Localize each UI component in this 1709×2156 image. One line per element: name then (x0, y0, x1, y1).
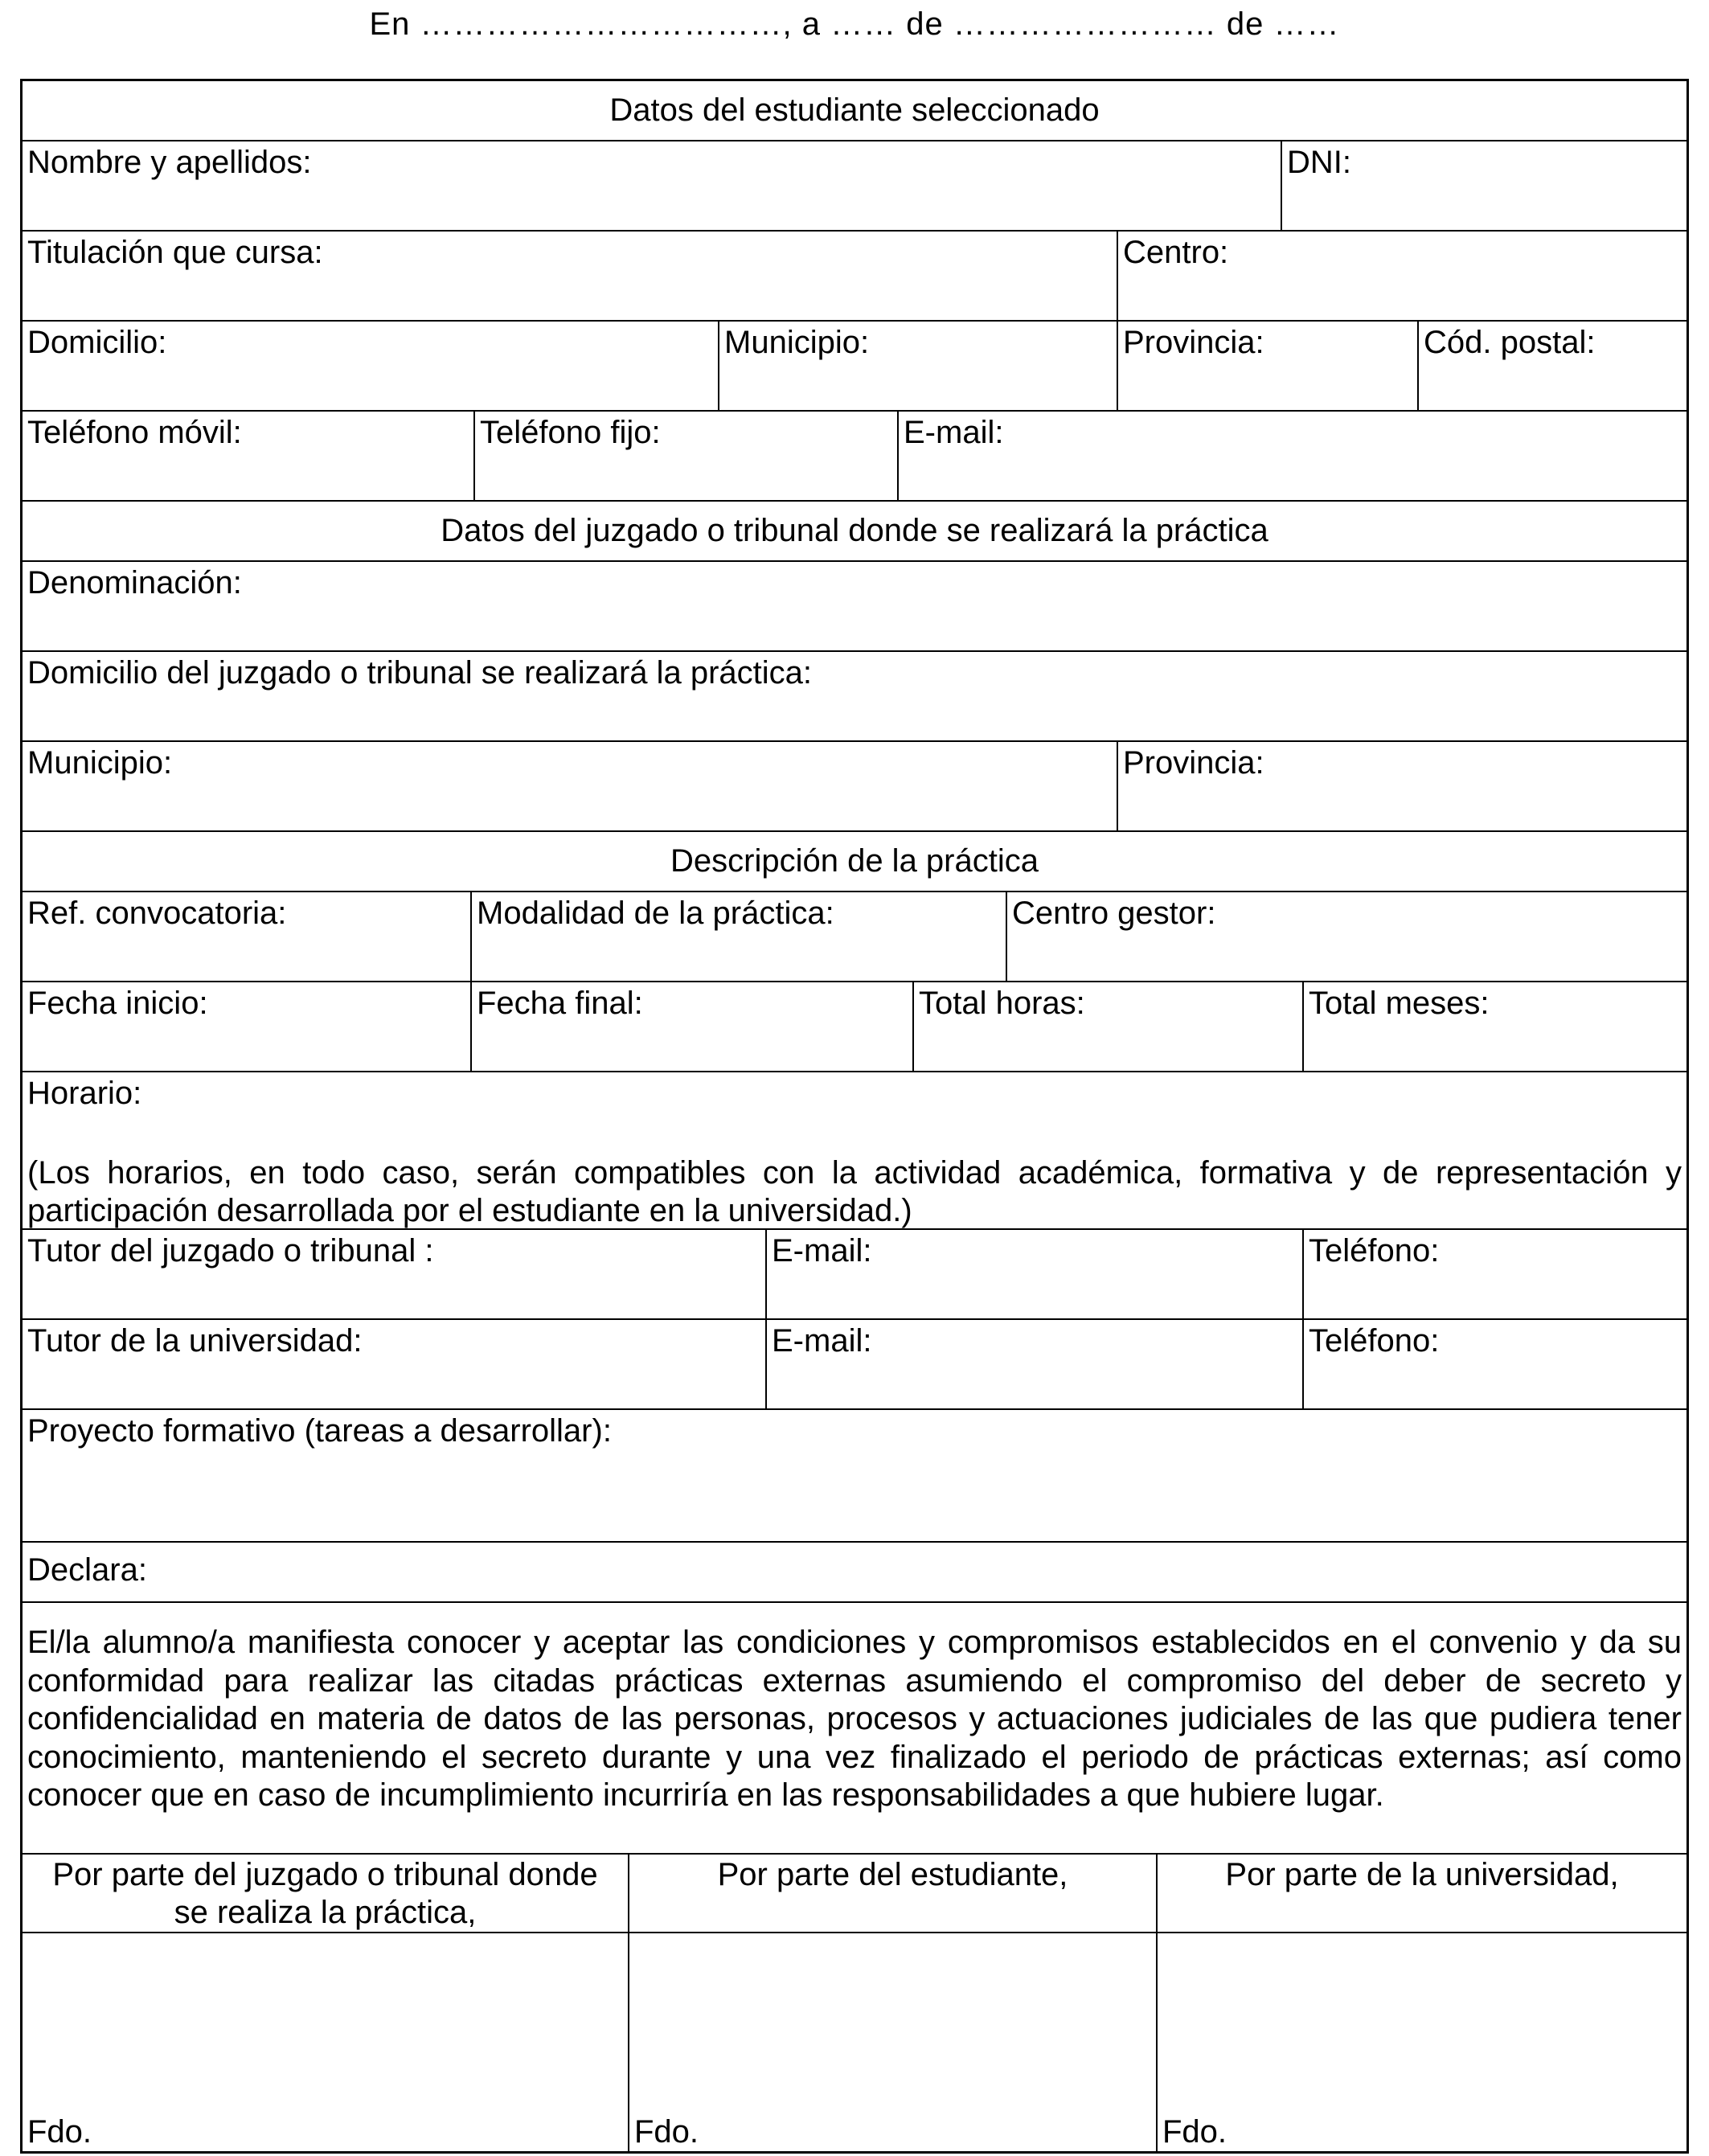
signature-juzgado-line2: se realiza la práctica, (174, 1895, 477, 1930)
fdo-universidad: Fdo. (1162, 2114, 1227, 2150)
centro-gestor-label: Centro gestor: (1012, 896, 1216, 931)
total-meses-field[interactable] (1304, 982, 1686, 1072)
nombre-label: Nombre y apellidos: (27, 145, 312, 180)
dni-label: DNI: (1287, 145, 1351, 180)
denominacion-field[interactable] (23, 562, 1686, 652)
court-provincia-field[interactable] (1118, 742, 1686, 832)
signature-header-universidad: Por parte de la universidad, (1158, 1855, 1686, 1933)
horario-field[interactable] (23, 1072, 1686, 1230)
court-municipio-field[interactable] (23, 742, 1118, 832)
student-section-title: Datos del estudiante seleccionado (23, 81, 1686, 141)
signature-header-estudiante: Por parte del estudiante, (629, 1855, 1158, 1933)
tel-fijo-label: Teléfono fijo: (480, 415, 661, 450)
email-field[interactable] (899, 412, 1686, 502)
court-provincia-label: Provincia: (1123, 745, 1264, 781)
provincia-label: Provincia: (1123, 325, 1264, 360)
horario-note: (Los horarios, en todo caso, serán compatibles con la actividad académica, formativa y de representación y participación desarrollada por el estudiante en la universidad.) (27, 1155, 1682, 1228)
signature-juzgado-line1: Por parte del juzgado o tribunal donde (52, 1857, 598, 1892)
court-section-title: Datos del juzgado o tribunal donde se realizará la práctica (23, 502, 1686, 562)
fdo-estudiante: Fdo. (634, 2114, 699, 2150)
cod-postal-field[interactable] (1419, 322, 1686, 412)
tutor-juzgado-label: Tutor del juzgado o tribunal : (27, 1233, 434, 1269)
declaration-text: El/la alumno/a manifiesta conocer y aceptar las condiciones y compromisos establecidos en el convenio y da su conformidad para realizar las citadas prácticas externas asumiendo el compromiso del deber de secreto y confidencialidad en materia de datos de las personas, procesos y actuaciones judiciales de las que pudiera tener conocimiento, manteniendo el secreto durante y una vez finalizado el periodo de prácticas externas; así como conocer que en caso de incumplimiento incurriría en las responsabilidades a que hubiere lugar. (23, 1603, 1686, 1855)
form-frame (20, 79, 1689, 2154)
signature-box-universidad[interactable] (1158, 1933, 1686, 2151)
tel-movil-field[interactable] (23, 412, 475, 502)
place-date-line: En ……………………………, a …… de …………………… de …… (369, 6, 1340, 42)
tutor-juzgado-tel-field[interactable] (1304, 1230, 1686, 1320)
dni-field[interactable] (1282, 141, 1686, 232)
centro-field[interactable] (1118, 232, 1686, 322)
email-label: E-mail: (904, 415, 1004, 450)
declara-row (23, 1543, 1686, 1603)
signature-header-juzgado (23, 1855, 629, 1933)
tutor-juzgado-email-label: E-mail: (772, 1233, 872, 1269)
provincia-field[interactable] (1118, 322, 1419, 412)
fecha-inicio-field[interactable] (23, 982, 472, 1072)
centro-label: Centro: (1123, 235, 1229, 270)
proyecto-label: Proyecto formativo (tareas a desarrollar): (27, 1413, 612, 1449)
total-meses-label: Total meses: (1309, 986, 1490, 1021)
modalidad-field[interactable] (472, 892, 1007, 982)
practice-section-title: Descripción de la práctica (23, 832, 1686, 892)
denominacion-label: Denominación: (27, 565, 242, 600)
signature-box-juzgado[interactable] (23, 1933, 629, 2151)
fecha-final-label: Fecha final: (477, 986, 643, 1021)
court-domicilio-field[interactable] (23, 652, 1686, 742)
ref-convocatoria-field[interactable] (23, 892, 472, 982)
tutor-juzgado-email-field[interactable] (767, 1230, 1304, 1320)
total-horas-field[interactable] (914, 982, 1304, 1072)
fecha-final-field[interactable] (472, 982, 914, 1072)
fdo-juzgado: Fdo. (27, 2114, 92, 2150)
total-horas-label: Total horas: (919, 986, 1085, 1021)
tutor-juzgado-field[interactable] (23, 1230, 767, 1320)
tutor-universidad-tel-field[interactable] (1304, 1320, 1686, 1410)
proyecto-field[interactable] (23, 1410, 1686, 1543)
ref-convocatoria-label: Ref. convocatoria: (27, 896, 287, 931)
tutor-universidad-field[interactable] (23, 1320, 767, 1410)
court-municipio-label: Municipio: (27, 745, 173, 781)
tutor-universidad-email-field[interactable] (767, 1320, 1304, 1410)
nombre-field[interactable] (23, 141, 1282, 232)
tutor-universidad-email-label: E-mail: (772, 1323, 872, 1359)
court-domicilio-label: Domicilio del juzgado o tribunal se realizará la práctica: (27, 655, 813, 691)
centro-gestor-field[interactable] (1007, 892, 1686, 982)
tel-movil-label: Teléfono móvil: (27, 415, 242, 450)
tutor-juzgado-tel-label: Teléfono: (1309, 1233, 1440, 1269)
horario-label: Horario: (27, 1076, 142, 1111)
tel-fijo-field[interactable] (475, 412, 899, 502)
declara-label: Declara: (27, 1552, 147, 1588)
municipio-field[interactable] (719, 322, 1118, 412)
domicilio-field[interactable] (23, 322, 719, 412)
cod-postal-label: Cód. postal: (1424, 325, 1596, 360)
titulacion-label: Titulación que cursa: (27, 235, 323, 270)
tutor-universidad-tel-label: Teléfono: (1309, 1323, 1440, 1359)
fecha-inicio-label: Fecha inicio: (27, 986, 208, 1021)
titulacion-field[interactable] (23, 232, 1118, 322)
signature-box-estudiante[interactable] (629, 1933, 1158, 2151)
municipio-label: Municipio: (724, 325, 870, 360)
tutor-universidad-label: Tutor de la universidad: (27, 1323, 363, 1359)
domicilio-label: Domicilio: (27, 325, 167, 360)
modalidad-label: Modalidad de la práctica: (477, 896, 834, 931)
